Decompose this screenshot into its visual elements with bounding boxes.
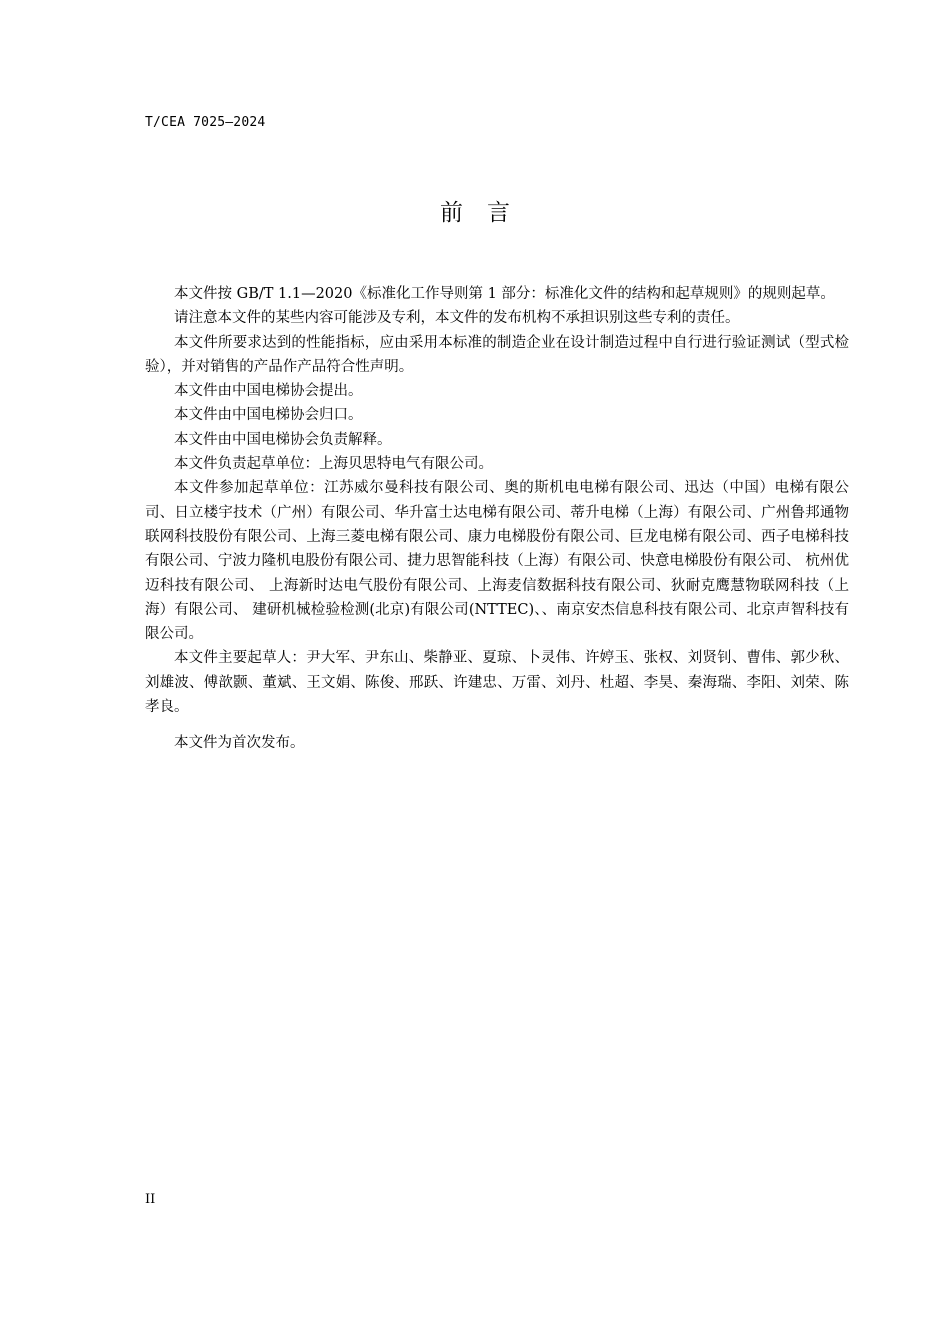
page-number: II — [145, 1192, 156, 1207]
section-title-foreword: 前言 — [440, 200, 534, 226]
paragraph-proposed-by: 本文件由中国电梯协会提出。 — [174, 383, 363, 400]
paragraph-participating-units: 本文件参加起草单位：江苏威尔曼科技有限公司、奥的斯机电电梯有限公司、迅达（中国）电梯有限公司、日立楼宇技术（广州）有限公司、华升富士达电梯有限公司、蒂升电梯（上海）有限公司、广州鲁邦通物联网科技股份有限公司、上海三菱电梯有限公司、康力电梯股份有限公司、巨龙电梯有限公司、西子电梯科技有限公司、宁波力隆机电股份有限公司、捷力思智能科技（上海）有限公司、快意电梯股份有限公司、 杭州优迈科技有限公司、 上海新时达电气股份有限公司、上海麦信数据科技有限公司、狄耐克鹰慧物联网科技（上海）有限公司、 建研机械检验检测(北京)有限公司(NTTEC)、、南京安杰信息科技有限公司、北京声智科技有限公司。 — [145, 480, 849, 643]
paragraph-first-release: 本文件为首次发布。 — [174, 735, 305, 752]
paragraph-interpreted-by: 本文件由中国电梯协会负责解释。 — [174, 431, 392, 448]
paragraph-main-drafters: 本文件主要起草人：尹大军、尹东山、柴静亚、夏琼、卜灵伟、许婷玉、张权、刘贤钊、曹伟、郭少秋、刘雄波、傅歆颢、董斌、王文娟、陈俊、邢跃、许建忠、万雷、刘丹、杜超、李昊、秦海瑞、李阳、刘荣、陈孝良。 — [145, 650, 849, 716]
paragraph-lead-drafter: 本文件负责起草单位：上海贝思特电气有限公司。 — [174, 456, 493, 473]
paragraph-performance-testing: 本文件所要求达到的性能指标，应由采用本标准的制造企业在设计制造过程中自行进行验证测试（型式检验），并对销售的产品作产品符合性声明。 — [145, 334, 849, 375]
document-number: T/CEA 7025—2024 — [145, 115, 266, 130]
paragraph-patent-notice: 请注意本文件的某些内容可能涉及专利，本文件的发布机构不承担识别这些专利的责任。 — [174, 310, 740, 327]
paragraph-managed-by: 本文件由中国电梯协会归口。 — [174, 407, 363, 424]
paragraph-drafting-rules: 本文件按 GB/T 1.1—2020《标准化工作导则第 1 部分：标准化文件的结构和起草规则》的规则起草。 — [174, 286, 835, 302]
foreword-body — [145, 282, 849, 756]
